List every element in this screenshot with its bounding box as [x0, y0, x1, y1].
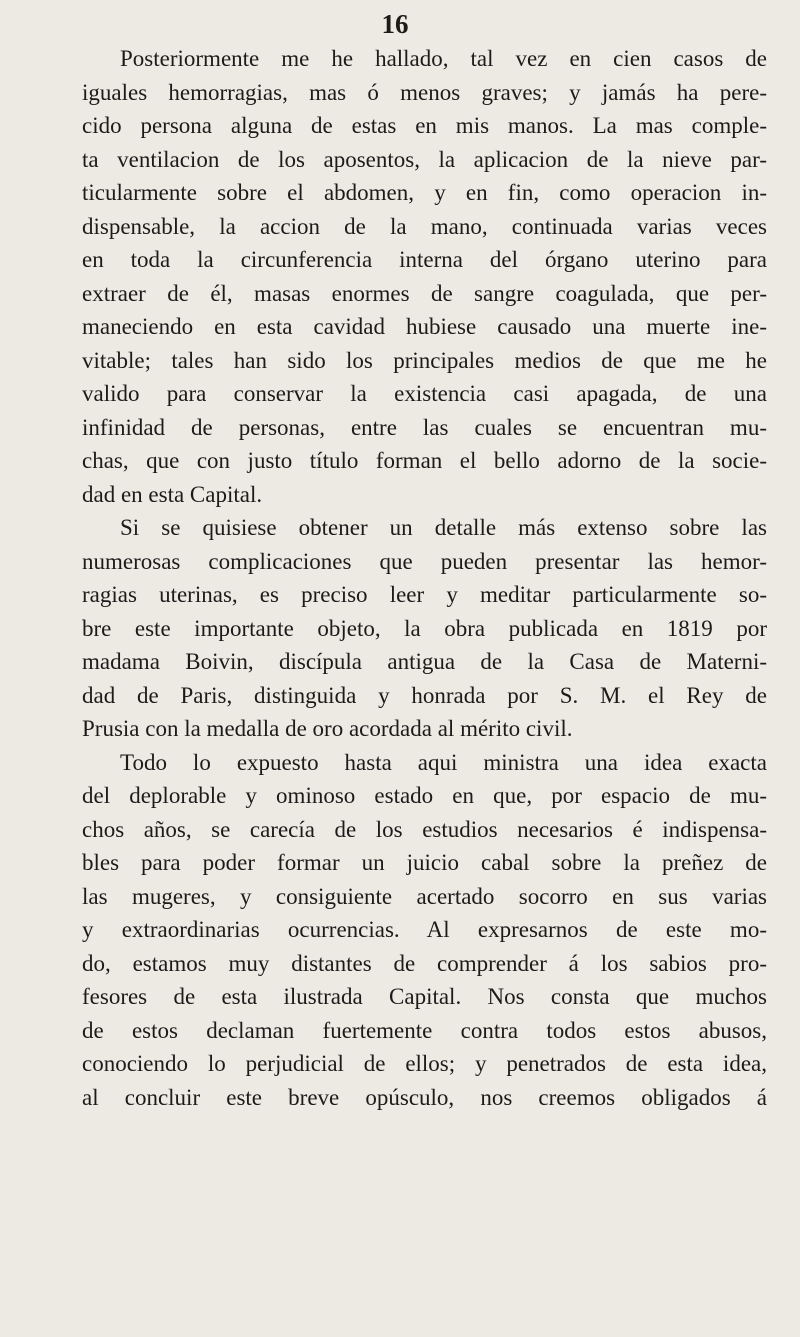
text-line: bre este importante objeto, la obra publicada en 1819 por [82, 615, 767, 641]
text-line: conociendo lo perjudicial de ellos; y penetrados de esta idea, [82, 1051, 767, 1076]
text-line: ragias uterinas, es preciso leer y meditar particularmente so- [82, 582, 767, 607]
text-line: Posteriormente me he hallado, tal vez en cien casos de [120, 46, 767, 71]
text-line: do, estamos muy distantes de comprender á los sabios pro- [82, 950, 767, 976]
text-line: Prusia con la medalla de oro acordada al mérito civil. [82, 716, 573, 741]
text-line: chos años, se carecía de los estudios necesarios é indispensa- [82, 816, 767, 842]
text-line: de estos declaman fuertemente contra todos estos abusos, [82, 1017, 767, 1043]
text-line: ta ventilacion de los aposentos, la aplicacion de la nieve par- [82, 146, 767, 172]
text-line: vitable; tales han sido los principales medios de que me he [82, 347, 767, 373]
text-line: valido para conservar la existencia casi apagada, de una [82, 381, 767, 406]
page-number: 16 [381, 9, 409, 39]
text-line: las mugeres, y consiguiente acertado socorro en sus varias [82, 883, 767, 909]
text-line: dad en esta Capital. [82, 481, 263, 507]
text-line: Todo lo expuesto hasta aqui ministra una idea exacta [120, 749, 767, 775]
text-line: iguales hemorragias, mas ó menos graves; y jamás ha pere- [82, 79, 767, 105]
text-line: ticularmente sobre el abdomen, y en fin, como operacion in- [82, 180, 767, 205]
text-line: infinidad de personas, entre las cuales se encuentran mu- [82, 414, 767, 440]
text-line: Si se quisiese obtener un detalle más extenso sobre las [120, 515, 767, 540]
text-line: maneciendo en esta cavidad hubiese causado una muerte ine- [82, 314, 767, 339]
text-line: madama Boivin, discípula antigua de la Casa de Materni- [82, 649, 767, 674]
text-line: cido persona alguna de estas en mis manos. La mas comple- [82, 113, 767, 138]
text-line: chas, que con justo título forman el bello adorno de la socie- [82, 448, 767, 473]
text-line: al concluir este breve opúsculo, nos creemos obligados á [82, 1084, 767, 1110]
text-line: numerosas complicaciones que pueden presentar las hemor- [82, 548, 767, 574]
text-line: y extraordinarias ocurrencias. Al expresarnos de este mo- [82, 917, 767, 942]
text-line: extraer de él, masas enormes de sangre coagulada, que per- [82, 280, 767, 306]
text-line: fesores de esta ilustrada Capital. Nos consta que muchos [82, 984, 767, 1009]
text-line: dispensable, la accion de la mano, continuada varias veces [82, 213, 767, 239]
text-line: en toda la circunferencia interna del órgano uterino para [82, 247, 767, 272]
text-line: del deplorable y ominoso estado en que, por espacio de mu- [82, 783, 767, 808]
text-line: dad de Paris, distinguida y honrada por S. M. el Rey de [82, 682, 767, 708]
body-text [82, 42, 767, 1114]
text-line: bles para poder formar un juicio cabal sobre la preñez de [82, 850, 767, 875]
